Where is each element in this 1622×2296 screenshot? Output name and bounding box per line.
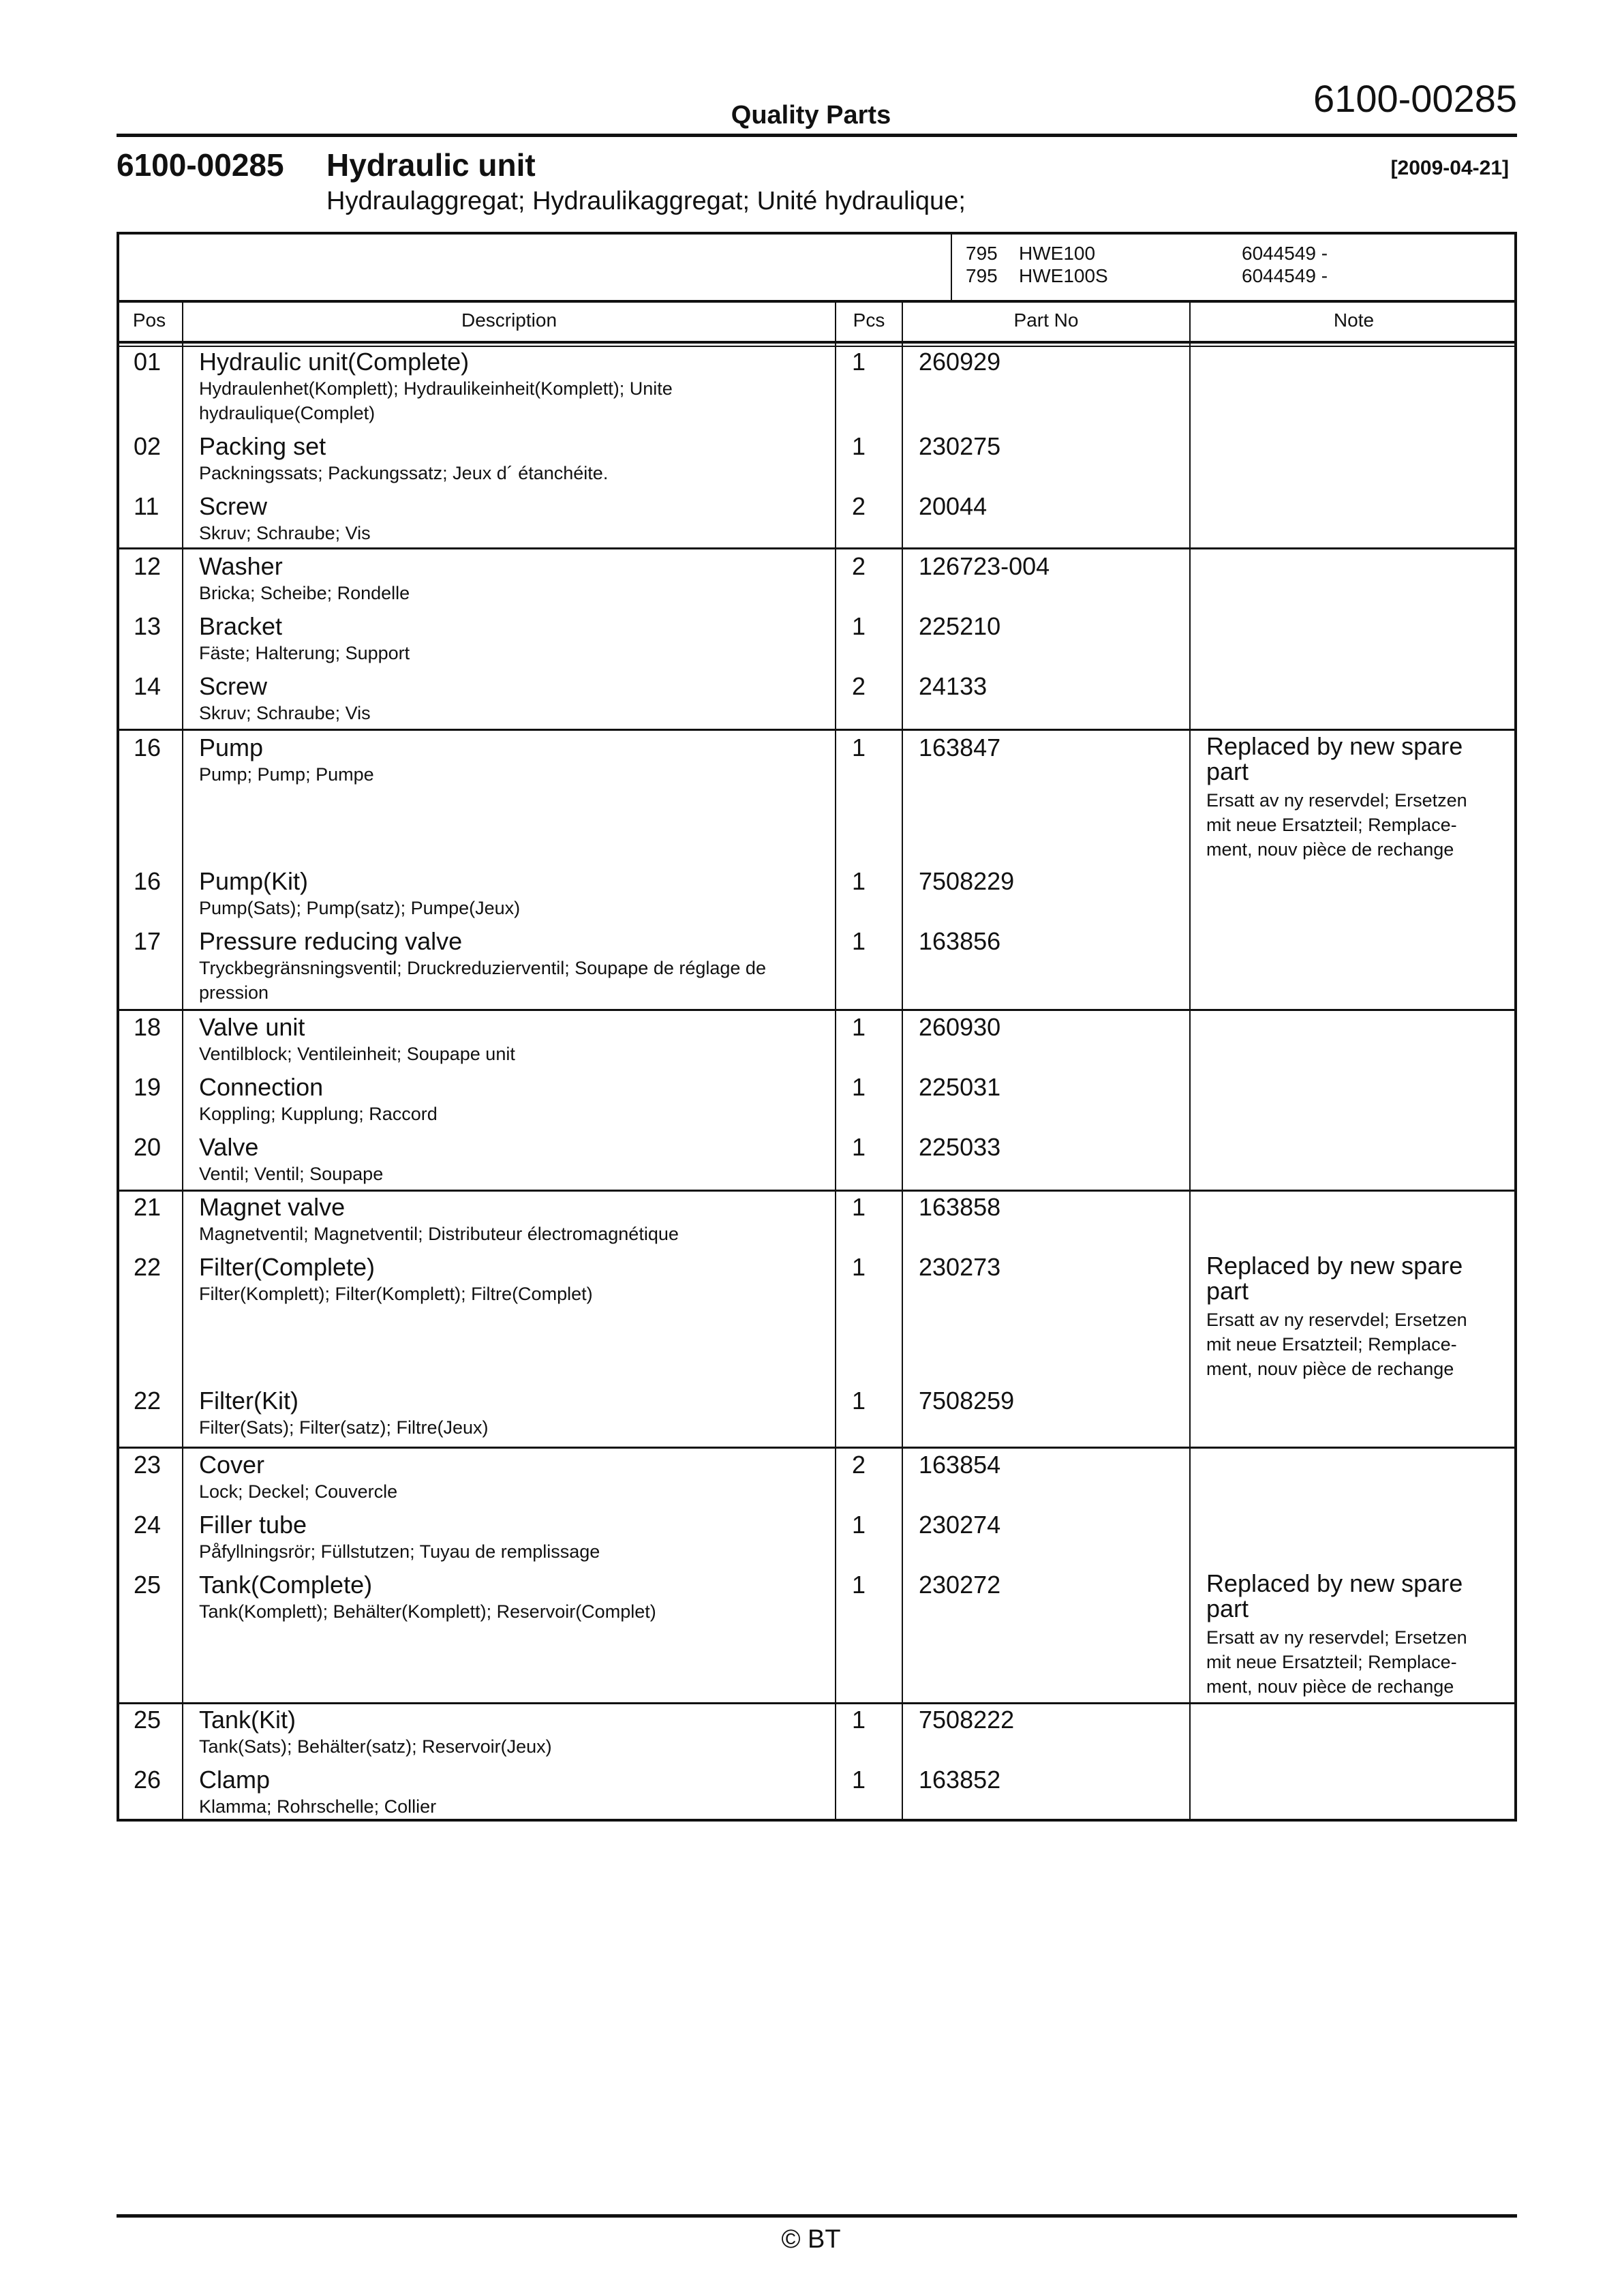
row-pcs: 1 (852, 1511, 866, 1539)
row-pos: 25 (134, 1571, 162, 1599)
row-note-translation: Ersatt av ny reservdel; Ersetzen mit neue Ersatzteil; Remplace-ment, nouv pièce de rechange (1206, 1627, 1467, 1697)
row-description: Valve unit (199, 1013, 305, 1041)
row-description: Filter(Complete) (199, 1253, 376, 1281)
row-pcs: 2 (852, 492, 866, 520)
row-description: Screw (199, 672, 268, 700)
row-part-no[interactable]: 260930 (919, 1013, 1001, 1041)
row-note: Replaced by new spare part (1206, 1569, 1463, 1622)
row-part-no[interactable]: 163847 (919, 734, 1001, 761)
row-translation: Filter(Komplett); Filter(Komplett); Filtre(Complet) (199, 1284, 593, 1304)
document-subtitle: Hydraulaggregat; Hydraulikaggregat; Unité hydraulique; (326, 187, 966, 215)
row-translation: Magnetventil; Magnetventil; Distributeur électromagnétique (199, 1224, 679, 1244)
row-description: Pump(Kit) (199, 867, 309, 895)
column-header-note: Note (1333, 309, 1375, 331)
row-pos: 11 (134, 492, 159, 520)
row-pcs: 1 (852, 1133, 866, 1161)
header-title: Quality Parts (731, 101, 891, 130)
document-title: Hydraulic unit (326, 147, 536, 183)
row-description: Magnet valve (199, 1193, 346, 1221)
row-pos: 26 (134, 1766, 162, 1794)
row-pcs: 1 (852, 1571, 866, 1599)
row-part-no[interactable]: 163852 (919, 1766, 1001, 1794)
row-translation: Ventilblock; Ventileinheit; Soupape unit (199, 1044, 515, 1064)
row-pcs: 1 (852, 1013, 866, 1041)
row-translation: Packningssats; Packungssatz; Jeux d´ étanchéite. (199, 463, 609, 483)
column-header-description: Description (461, 309, 557, 331)
header-divider (117, 134, 1517, 137)
row-pcs: 1 (852, 1766, 866, 1794)
row-description: Tank(Complete) (199, 1571, 373, 1599)
row-description: Connection (199, 1073, 324, 1101)
row-part-no[interactable]: 225210 (919, 612, 1001, 640)
col-divider (182, 301, 183, 1822)
group-divider (117, 1702, 1517, 1704)
row-pos: 13 (134, 612, 162, 640)
row-description: Washer (199, 552, 283, 580)
row-pos: 16 (134, 734, 162, 761)
model-code: 795 (966, 265, 998, 286)
row-pcs: 2 (852, 552, 866, 580)
row-pcs: 1 (852, 1073, 866, 1101)
row-translation: Fäste; Halterung; Support (199, 643, 410, 663)
row-pcs: 1 (852, 1387, 866, 1415)
row-pos: 20 (134, 1133, 162, 1161)
row-part-no[interactable]: 225031 (919, 1073, 1001, 1101)
row-pcs: 1 (852, 612, 866, 640)
row-translation: Bricka; Scheibe; Rondelle (199, 583, 410, 603)
row-translation: Pump; Pump; Pumpe (199, 764, 374, 785)
document-date: [2009-04-21] (1390, 157, 1509, 179)
row-note: Replaced by new spare part (1206, 732, 1463, 785)
row-part-no[interactable]: 20044 (919, 492, 988, 520)
column-header-divider (117, 346, 1517, 347)
row-pcs: 1 (852, 1253, 866, 1281)
row-description: Filler tube (199, 1511, 307, 1539)
row-part-no[interactable]: 163854 (919, 1451, 1001, 1479)
row-translation: Påfyllningsrör; Füllstutzen; Tuyau de remplissage (199, 1541, 600, 1562)
row-part-no[interactable]: 7508259 (919, 1387, 1015, 1415)
row-pos: 19 (134, 1073, 162, 1101)
row-pos: 22 (134, 1387, 162, 1415)
row-pos: 14 (134, 672, 162, 700)
col-divider (902, 301, 903, 1822)
model-applicability-box (951, 232, 1517, 301)
row-pcs: 1 (852, 1193, 866, 1221)
group-divider (117, 1190, 1517, 1192)
document-number: 6100-00285 (117, 147, 284, 183)
row-description: Filter(Kit) (199, 1387, 299, 1415)
footer-copyright: © BT (781, 2225, 841, 2254)
group-divider (117, 547, 1517, 549)
row-pos: 21 (134, 1193, 162, 1221)
footer-divider (117, 2214, 1517, 2218)
row-translation: Tryckbegränsningsventil; Druckreduzierventil; Soupape de réglage de pression (199, 958, 766, 1003)
row-pos: 16 (134, 867, 162, 895)
row-description: Pressure reducing valve (199, 927, 463, 955)
row-description: Tank(Kit) (199, 1706, 296, 1734)
row-part-no[interactable]: 230275 (919, 432, 1001, 460)
row-translation: Lock; Deckel; Couvercle (199, 1481, 398, 1502)
row-pcs: 2 (852, 672, 866, 700)
header-doc-number: 6100-00285 (1313, 77, 1517, 120)
row-pos: 01 (134, 348, 162, 376)
row-description: Packing set (199, 432, 326, 460)
row-translation: Skruv; Schraube; Vis (199, 703, 371, 723)
row-description: Valve (199, 1133, 259, 1161)
model-name: HWE100 (1019, 243, 1096, 264)
model-code: 795 (966, 243, 998, 264)
column-header-pcs: Pcs (853, 309, 885, 331)
group-divider (117, 1009, 1517, 1011)
row-translation: Ventil; Ventil; Soupape (199, 1164, 384, 1184)
row-translation: Klamma; Rohrschelle; Collier (199, 1796, 437, 1817)
group-divider (117, 1447, 1517, 1449)
row-pos: 12 (134, 552, 162, 580)
row-pcs: 2 (852, 1451, 866, 1479)
row-part-no[interactable]: 7508222 (919, 1706, 1015, 1734)
row-pcs: 1 (852, 734, 866, 761)
row-pcs: 1 (852, 432, 866, 460)
model-serial: 6044549 - (1242, 243, 1328, 264)
group-divider (117, 729, 1517, 731)
model-serial: 6044549 - (1242, 265, 1328, 286)
row-pcs: 1 (852, 927, 866, 955)
row-pcs: 1 (852, 348, 866, 376)
model-box-divider (117, 300, 1517, 303)
row-description: Hydraulic unit(Complete) (199, 348, 470, 376)
row-part-no[interactable]: 230274 (919, 1511, 1001, 1539)
row-part-no[interactable]: 225033 (919, 1133, 1001, 1161)
model-name: HWE100S (1019, 265, 1108, 286)
row-part-no[interactable]: 126723-004 (919, 552, 1050, 580)
row-description: Bracket (199, 612, 283, 640)
col-divider (835, 301, 836, 1822)
row-part-no[interactable]: 230273 (919, 1253, 1001, 1281)
row-pos: 25 (134, 1706, 162, 1734)
row-pcs: 1 (852, 1706, 866, 1734)
row-pcs: 1 (852, 867, 866, 895)
row-pos: 22 (134, 1253, 162, 1281)
row-translation: Hydraulenhet(Komplett); Hydraulikeinheit(Komplett); Unite hydraulique(Complet) (199, 378, 673, 423)
row-pos: 23 (134, 1451, 162, 1479)
row-note: Replaced by new spare part (1206, 1252, 1463, 1305)
column-header-part-no: Part No (1013, 309, 1079, 331)
row-description: Clamp (199, 1766, 271, 1794)
row-translation: Tank(Komplett); Behälter(Komplett); Reservoir(Complet) (199, 1601, 656, 1622)
row-pos: 17 (134, 927, 162, 955)
row-pos: 24 (134, 1511, 162, 1539)
row-description: Screw (199, 492, 268, 520)
row-part-no[interactable]: 163858 (919, 1193, 1001, 1221)
row-pos: 02 (134, 432, 162, 460)
row-translation: Filter(Sats); Filter(satz); Filtre(Jeux) (199, 1417, 489, 1438)
row-note-translation: Ersatt av ny reservdel; Ersetzen mit neue Ersatzteil; Remplace-ment, nouv pièce de rechange (1206, 790, 1467, 860)
row-description: Cover (199, 1451, 265, 1479)
col-divider (1189, 301, 1191, 1822)
row-note-translation: Ersatt av ny reservdel; Ersetzen mit neue Ersatzteil; Remplace-ment, nouv pièce de rechange (1206, 1310, 1467, 1379)
row-translation: Koppling; Kupplung; Raccord (199, 1104, 438, 1124)
row-translation: Pump(Sats); Pump(satz); Pumpe(Jeux) (199, 898, 521, 918)
row-part-no[interactable]: 260929 (919, 348, 1001, 376)
row-translation: Tank(Sats); Behälter(satz); Reservoir(Jeux) (199, 1736, 552, 1757)
row-part-no[interactable]: 7508229 (919, 867, 1015, 895)
row-pos: 18 (134, 1013, 162, 1041)
row-translation: Skruv; Schraube; Vis (199, 523, 371, 543)
column-header-divider (117, 341, 1517, 344)
row-part-no[interactable]: 163856 (919, 927, 1001, 955)
row-part-no[interactable]: 24133 (919, 672, 988, 700)
column-header-pos: Pos (132, 309, 166, 331)
row-description: Pump (199, 734, 264, 761)
row-part-no[interactable]: 230272 (919, 1571, 1001, 1599)
